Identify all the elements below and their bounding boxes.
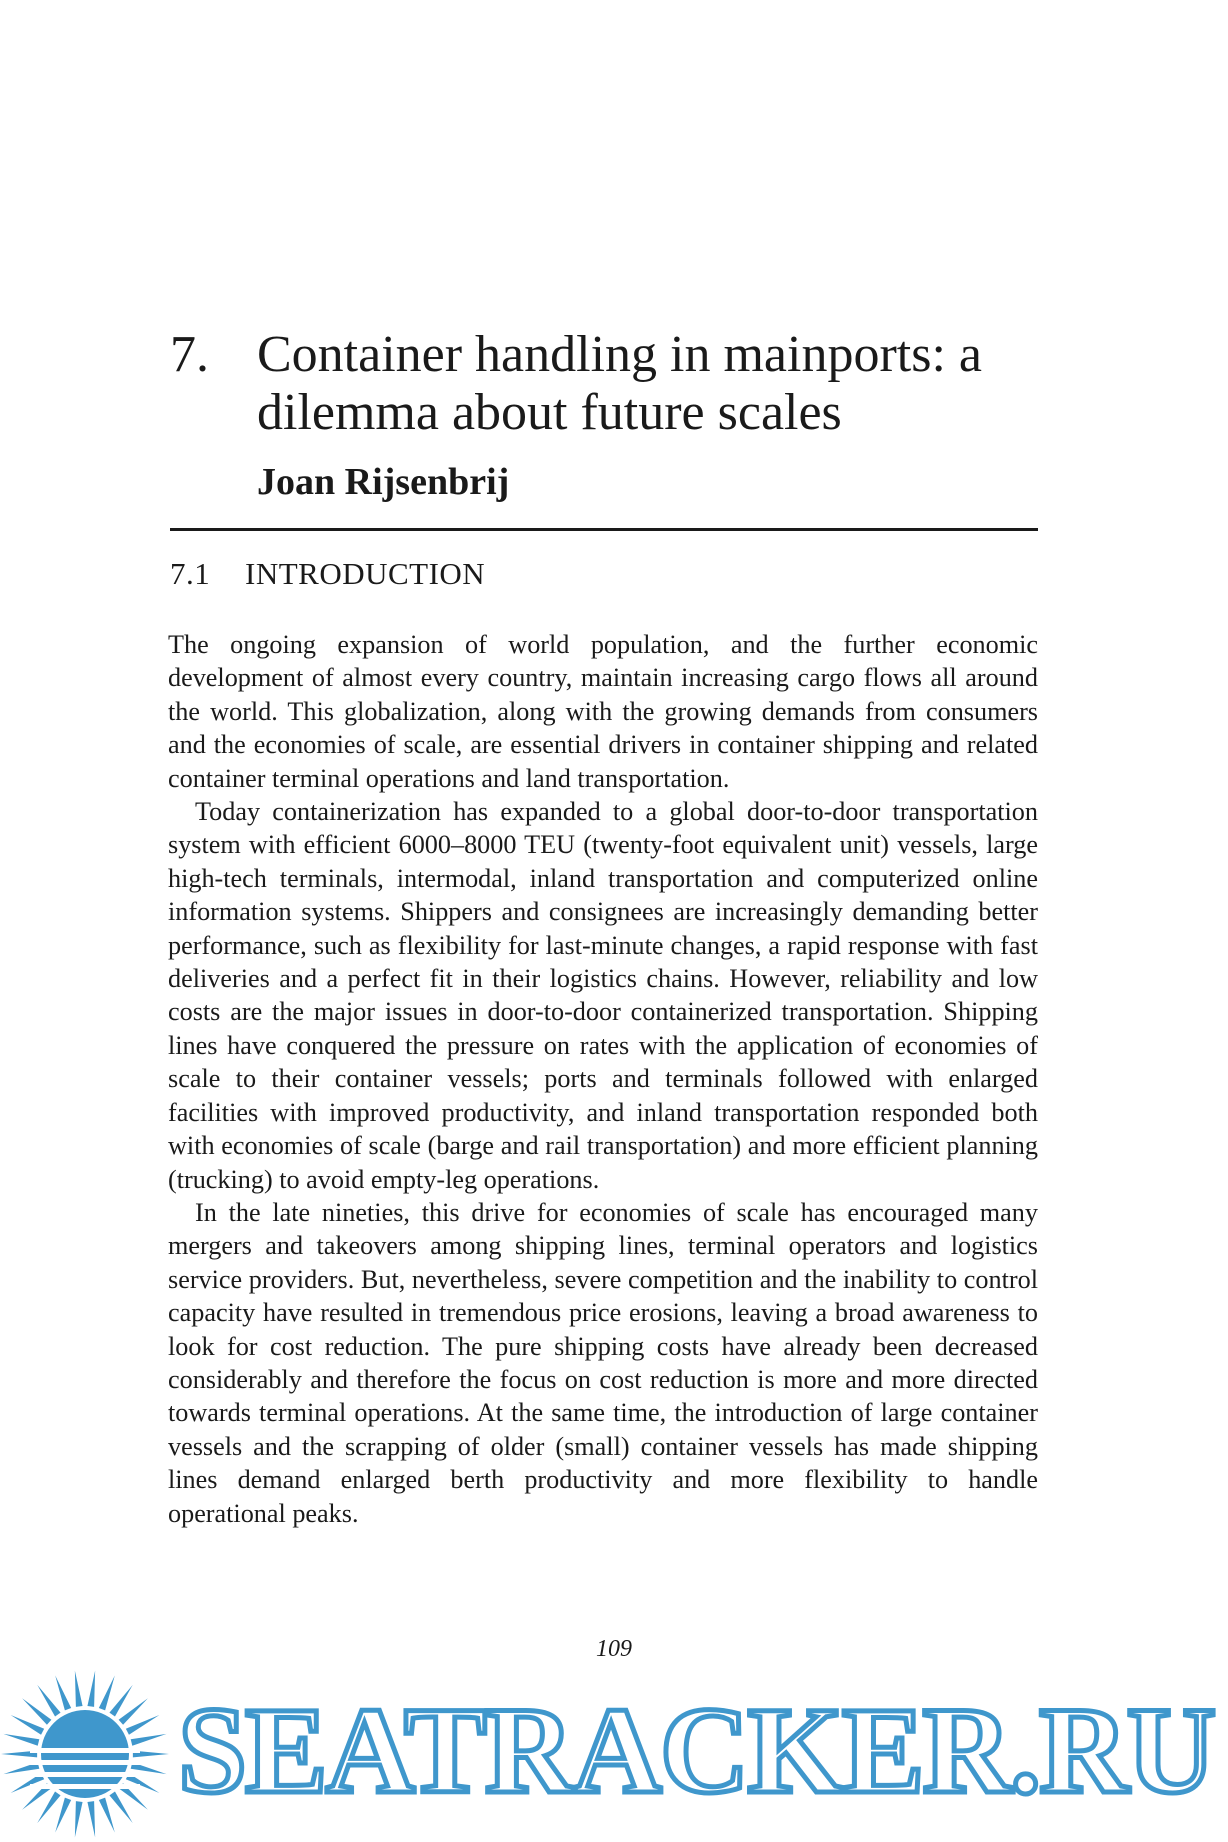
section-heading xyxy=(170,556,485,592)
sun-ray xyxy=(37,1685,60,1717)
paragraph-1: The ongoing expansion of world population, and the further economic development of almost every country, maintain increasing cargo flows all around the world. This globalization, along with the growing demands from consumers and the economies of scale, are essential drivers in container shipping and related container terminal operations and land transportation. xyxy=(168,630,1038,793)
watermark-text: SEATRACKER.RU xyxy=(178,1682,1215,1819)
heading-divider xyxy=(170,528,1038,531)
sun-ray xyxy=(37,1791,60,1823)
sun-ray xyxy=(75,1801,83,1837)
sun-ray xyxy=(55,1798,71,1833)
sun-ray xyxy=(22,1698,51,1724)
body-text xyxy=(168,628,1038,1530)
page-number: 109 xyxy=(596,1636,632,1662)
sun-ray xyxy=(75,1671,83,1707)
chapter-title: Container handling in mainports: a dilemma about future scales xyxy=(257,326,982,441)
sun-ray xyxy=(99,1675,115,1710)
sun-burst-icon xyxy=(0,1662,200,1842)
sun-ray xyxy=(87,1801,95,1837)
sun-ray xyxy=(109,1791,132,1823)
chapter-number: 7. xyxy=(170,326,209,383)
sun-ray xyxy=(131,1734,167,1746)
paragraph-3: In the late nineties, this drive for economies of scale has encouraged many mergers and takeovers among shipping lines, terminal operators and logistics service providers. But, nevertheless, severe competition and the inability to control capacity have resulted in tremendous price erosions, leaving a broad awareness to look for cost reduction. The pure shipping costs have already been decreased considerably and therefore the focus on cost reduction is more and more directed towards terminal operations. At the same time, the introduction of large container vessels and the scrapping of older (small) container vessels has made shipping lines demand enlarged berth productivity and more flexibility to handle operational peaks. xyxy=(168,1197,1038,1528)
sun-ray xyxy=(87,1671,95,1707)
section-number: 7.1 xyxy=(170,556,211,591)
sun-ray xyxy=(11,1715,45,1735)
chapter-author: Joan Rijsenbrij xyxy=(257,461,510,503)
watermark xyxy=(0,1662,1228,1842)
paragraph-2: Today containerization has expanded to a global door-to-door transportation system with efficient 6000–8000 TEU (twenty-foot equivalent unit) vessels, large high-tech terminals, intermodal, inland transportation and computerized online information systems. Shippers and consignees are increasingly demanding better performance, such as flexibility for last-minute changes, a rapid response with fast deliveries and a perfect fit in their logistics chains. However, reliability and low costs are the major issues in door-to-door containerized transportation. Shipping lines have conquered the pressure on rates with the application of economies of scale to their container vessels; ports and terminals followed with enlarged facilities with improved productivity, and inland transportation responded both with economies of scale (barge and rail transportation) and more efficient planning (trucking) to avoid empty-leg operations. xyxy=(168,797,1038,1194)
sun-ray xyxy=(119,1698,148,1724)
sun-ray xyxy=(3,1734,39,1746)
sun-ray xyxy=(55,1675,71,1710)
section-title: INTRODUCTION xyxy=(245,556,486,591)
sun-ray xyxy=(126,1715,160,1735)
chapter-heading xyxy=(170,326,1070,442)
sun-ray xyxy=(99,1798,115,1833)
sun-ray xyxy=(109,1685,132,1717)
